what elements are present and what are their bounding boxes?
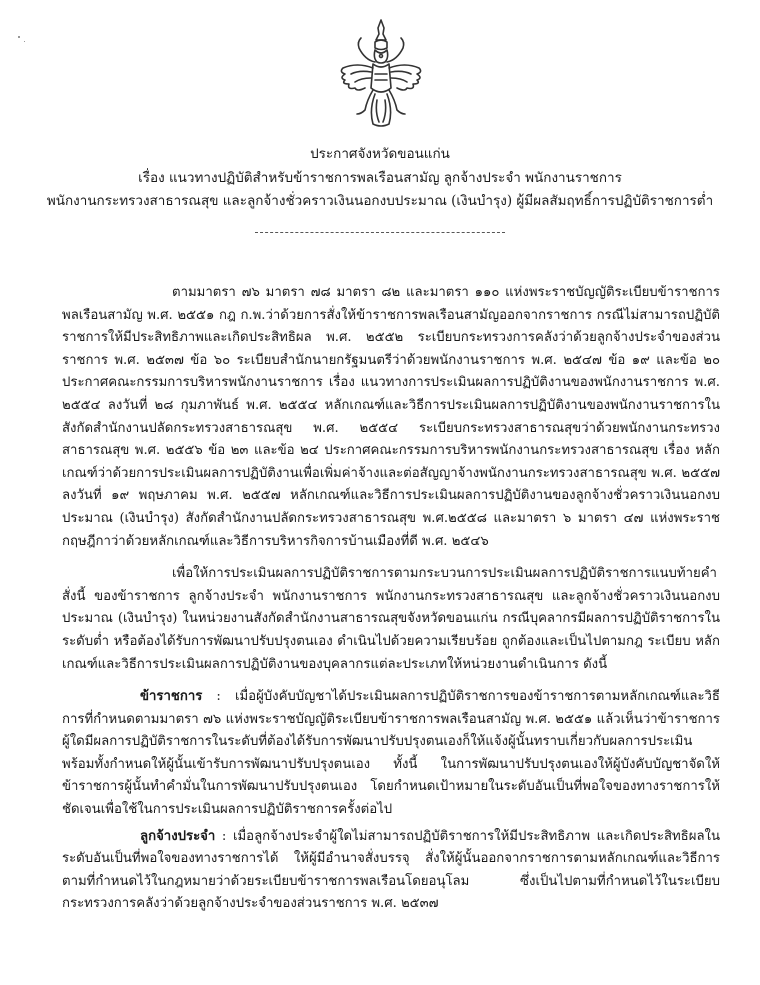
civil-servant-label: ข้าราชการ (140, 689, 203, 705)
scan-speck (24, 41, 25, 42)
header-divider (255, 232, 505, 233)
paragraph-legal-basis: ตามมาตรา ๗๖ มาตรา ๗๘ มาตรา ๘๒ และมาตรา ๑๑๐ แห่งพระราชบัญญัติระเบียบข้าราชการพลเรือนสามัญ พ.ศ. ๒๕๕๑ กฎ ก.พ.ว่าด้วยการสั่งให้ข้าราชการพลเรือนสามัญออกจากราชการ กรณีไม่สามารถปฏิบัติราชการให้มีประสิทธิภาพและเกิดประสิทธิผล พ.ศ. ๒๕๕๒ ระเบียบกระทรวงการคลังว่าด้วยลูกจ้างประจำของส่วนราชการ พ.ศ. ๒๕๓๗ ข้อ ๖๐ ระเบียบสำนักนายกรัฐมนตรีว่าด้วยพนักงานราชการ พ.ศ. ๒๕๔๗ ข้อ ๑๙ และข้อ ๒๐ ประกาศคณะกรรมการบริหารพนักงานราชการ เรื่อง แนวทางการประเมินผลการปฏิบัติงานของพนักงานราชการ พ.ศ. ๒๕๕๔ ลงวันที่ ๒๘ กุมภาพันธ์ พ.ศ. ๒๕๕๔ หลักเกณฑ์และวิธีการประเมินผลการปฏิบัติงานของพนักงานราชการในสังกัดสำนักงานปลัดกระทรวงสาธารณสุข พ.ศ. ๒๕๕๔ ระเบียบกระทรวงสาธารณสุขว่าด้วยพนักงานกระทรวงสาธารณสุข พ.ศ. ๒๕๕๖ ข้อ ๒๓ และข้อ ๒๔ ประกาศคณะกรรมการบริหารพนักงานกระทรวงสาธารณสุข เรื่อง หลักเกณฑ์ว่าด้วยการประเมินผลการปฏิบัติงานเพื่อเพิ่มค่าจ้างและต่อสัญญาจ้างพนักงานกระทรวงสาธารณสุข พ.ศ. ๒๕๕๗ ลงวันที่ ๑๙ พฤษภาคม พ.ศ. ๒๕๕๗ หลักเกณฑ์และวิธีการประเมินผลการปฏิบัติงานของลูกจ้างชั่วคราวเงินนอกงบประมาณ (เงินบำรุง) สังกัดสำนักงานปลัดกระทรวงสาธารณสุข พ.ศ.๒๕๕๘ และมาตรา ๖ มาตรา ๔๗ แห่งพระราชกฤษฎีกาว่าด้วยหลักเกณฑ์และวิธีการบริหารกิจการบ้านเมืองที่ดี พ.ศ. ๒๕๔๖ (62, 285, 720, 549)
permanent-employee-label: ลูกจ้างประจำ (140, 828, 216, 844)
permanent-employee-text: : เมื่อลูกจ้างประจำผู้ใดไม่สามารถปฏิบัติราชการให้มีประสิทธิภาพ และเกิดประสิทธิผลในระดับอันเป็นที่พอใจของทางราชการได้ ให้ผู้มีอำนาจสั่งบรรจุ สั่งให้ผู้นั้นออกจากราชการตามหลักเกณฑ์และวิธีการตามที่กำหนดไว้ในกฎหมายว่าด้วยระเบียบข้าราชการพลเรือนโดยอนุโลม ซึ่งเป็นไปตามที่กำหนดไว้ในระเบียบกระทรวงการคลังว่าด้วยลูกจ้างประจำของส่วนราชการ พ.ศ. ๒๕๓๗ (62, 828, 720, 912)
document-header (40, 143, 720, 213)
subject-line-1: เรื่อง แนวทางปฏิบัติสำหรับข้าราชการพลเรือนสามัญ ลูกจ้างประจำ พนักงานราชการ (138, 170, 622, 186)
civil-servant-text: : เมื่อผู้บังคับบัญชาได้ประเมินผลการปฏิบัติราชการของข้าราชการตามหลักเกณฑ์และวิธีการที่กำหนดตามมาตรา ๗๖ แห่งพระราชบัญญัติระเบียบข้าราชการพลเรือนสามัญ พ.ศ. ๒๕๕๑ แล้วเห็นว่าข้าราชการผู้ใดมีผลการปฏิบัติราชการในระดับที่ต้องได้รับการพัฒนาปรับปรุงตนเองก็ให้แจ้งผู้นั้นทราบเกี่ยวกับผลการประเมิน พร้อมทั้งกำหนดให้ผู้นั้นเข้ารับการพัฒนาปรับปรุงตนเอง ทั้งนี้ ในการพัฒนาปรับปรุงตนเองให้ผู้บังคับบัญชาจัดให้ข้าราชการผู้นั้นทำคำมั่นในการพัฒนาปรับปรุงตนเอง โดยกำหนดเป้าหมายในระดับอันเป็นที่พอใจของทางราชการให้ชัดเจนเพื่อใช้ในการประเมินผลการปฏิบัติราชการครั้งต่อไป (62, 689, 720, 818)
paragraph-civil-servant (62, 686, 720, 822)
scan-speck (18, 36, 20, 38)
paragraph-purpose: เพื่อให้การประเมินผลการปฏิบัติราชการตามกระบวนการประเมินผลการปฏิบัติราชการแนบท้ายคำสั่งนี้ ของข้าราชการ ลูกจ้างประจำ พนักงานราชการ พนักงานกระทรวงสาธารณสุข และลูกจ้างชั่วคราวเงินนอกงบประมาณ (เงินบำรุง) ในหน่วยงานสังกัดสำนักงานสาธารณสุขจังหวัดขอนแก่น กรณีบุคลากรมีผลการปฏิบัติราชการในระดับต่ำ หรือต้องได้รับการพัฒนาปรับปรุงตนเอง ดำเนินไปด้วยความเรียบร้อย ถูกต้องและเป็นไปตามกฎ ระเบียบ หลักเกณฑ์และวิธีการประเมินผลการปฏิบัติงานของบุคลากรแต่ละประเภทให้หน่วยงานดำเนินการ ดังนี้ (62, 566, 720, 672)
document-title: ประกาศจังหวัดขอนแก่น (310, 146, 450, 162)
garuda-emblem-icon (335, 18, 427, 130)
subject-line-2: พนักงานกระทรวงสาธารณสุข และลูกจ้างชั่วคราวเงินนอกงบประมาณ (เงินบำรุง) ผู้มีผลสัมฤทธิ์การปฏิบัติราชการต่ำ (46, 193, 714, 209)
document-body (62, 282, 720, 920)
paragraph-permanent-employee (62, 826, 720, 916)
